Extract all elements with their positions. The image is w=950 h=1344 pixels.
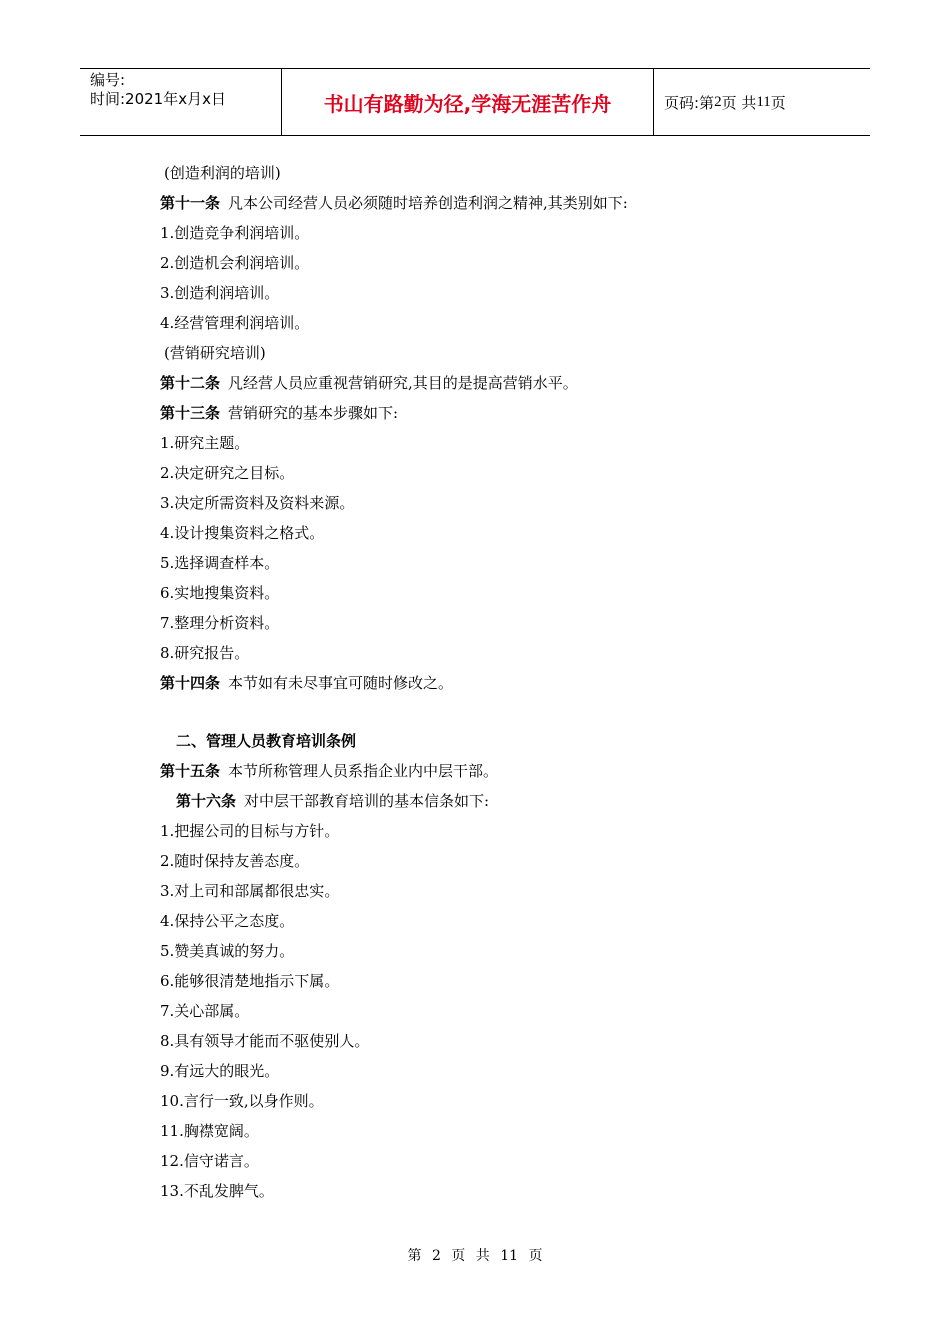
header-motto: 书山有路勤为径,学海无涯苦作舟 (323, 91, 612, 116)
header-meta-cell (80, 69, 282, 135)
article-12 (160, 368, 860, 398)
document-time-label: 时间:2021年x月x日 (90, 90, 226, 108)
list-item: 3.决定所需资料及资料来源。 (160, 494, 355, 512)
list-item: 3.创造利润培训。 (160, 284, 280, 302)
article-15 (160, 756, 860, 786)
list-item: 1.研究主题。 (160, 434, 250, 452)
list-item: 6.能够很清楚地指示下属。 (160, 972, 340, 990)
article-text: 营销研究的基本步骤如下: (228, 404, 399, 422)
article-text: 对中层干部教育培训的基本信条如下: (244, 792, 490, 810)
list-item: 8.具有领导才能而不驱使别人。 (160, 1032, 370, 1050)
subheading-marketing-training: (营销研究培训) (164, 344, 266, 362)
list-item: 7.关心部属。 (160, 1002, 250, 1020)
list-item: 9.有远大的眼光。 (160, 1062, 280, 1080)
page-total: 11 (756, 93, 771, 110)
article-text: 凡经营人员应重视营销研究,其目的是提高营销水平。 (228, 374, 578, 392)
section-gap (160, 698, 860, 726)
article-14 (160, 668, 860, 698)
list-item: 2.随时保持友善态度。 (160, 852, 310, 870)
article-title: 第十三条 (160, 404, 221, 422)
list-item: 4.保持公平之态度。 (160, 912, 295, 930)
document-body (160, 158, 860, 1206)
list-item: 5.赞美真诚的努力。 (160, 942, 295, 960)
list-item: 12.信守诺言。 (160, 1152, 259, 1170)
list-item: 1.把握公司的目标与方针。 (160, 822, 340, 840)
article-13 (160, 398, 860, 428)
article-title: 第十二条 (160, 374, 221, 392)
article-16 (160, 786, 860, 816)
article-title: 第十六条 (176, 792, 237, 810)
subheading-profit-training: (创造利润的培训) (164, 164, 281, 182)
page-footer: 第 2 页 共 11 页 (407, 1248, 543, 1264)
document-number-label: 编号: (90, 71, 126, 89)
article-text: 凡本公司经营人员必须随时培养创造利润之精神,其类别如下: (228, 194, 628, 212)
page-current: 2 (714, 93, 722, 110)
article-title: 第十四条 (160, 674, 221, 692)
article-11 (160, 188, 860, 218)
article-text: 本节如有未尽事宜可随时修改之。 (228, 674, 454, 692)
list-item: 7.整理分析资料。 (160, 614, 280, 632)
page-label-prefix: 页码:第 (664, 93, 715, 112)
list-item: 2.创造机会利润培训。 (160, 254, 310, 272)
article-title: 第十五条 (160, 762, 221, 780)
list-item: 2.决定研究之目标。 (160, 464, 295, 482)
list-item: 1.创造竞争利润培训。 (160, 224, 310, 242)
header-page-cell (654, 69, 870, 135)
header-motto-cell (282, 69, 654, 135)
list-item: 6.实地搜集资料。 (160, 584, 280, 602)
list-item: 13.不乱发脾气。 (160, 1182, 274, 1200)
list-item: 10.言行一致,以身作则。 (160, 1092, 324, 1110)
list-item: 4.经营管理利润培训。 (160, 314, 310, 332)
article-title: 第十一条 (160, 194, 221, 212)
list-item: 4.设计搜集资料之格式。 (160, 524, 325, 542)
section-heading-management-training: 二、管理人员教育培训条例 (176, 732, 357, 750)
list-item: 11.胸襟宽阔。 (160, 1122, 259, 1140)
list-item: 3.对上司和部属都很忠实。 (160, 882, 340, 900)
page-label-suffix: 页 (770, 93, 786, 112)
page-header (80, 68, 870, 136)
page-label-mid: 页 共 (721, 93, 757, 112)
list-item: 8.研究报告。 (160, 644, 250, 662)
article-text: 本节所称管理人员系指企业内中层干部。 (228, 762, 499, 780)
list-item: 5.选择调查样本。 (160, 554, 280, 572)
